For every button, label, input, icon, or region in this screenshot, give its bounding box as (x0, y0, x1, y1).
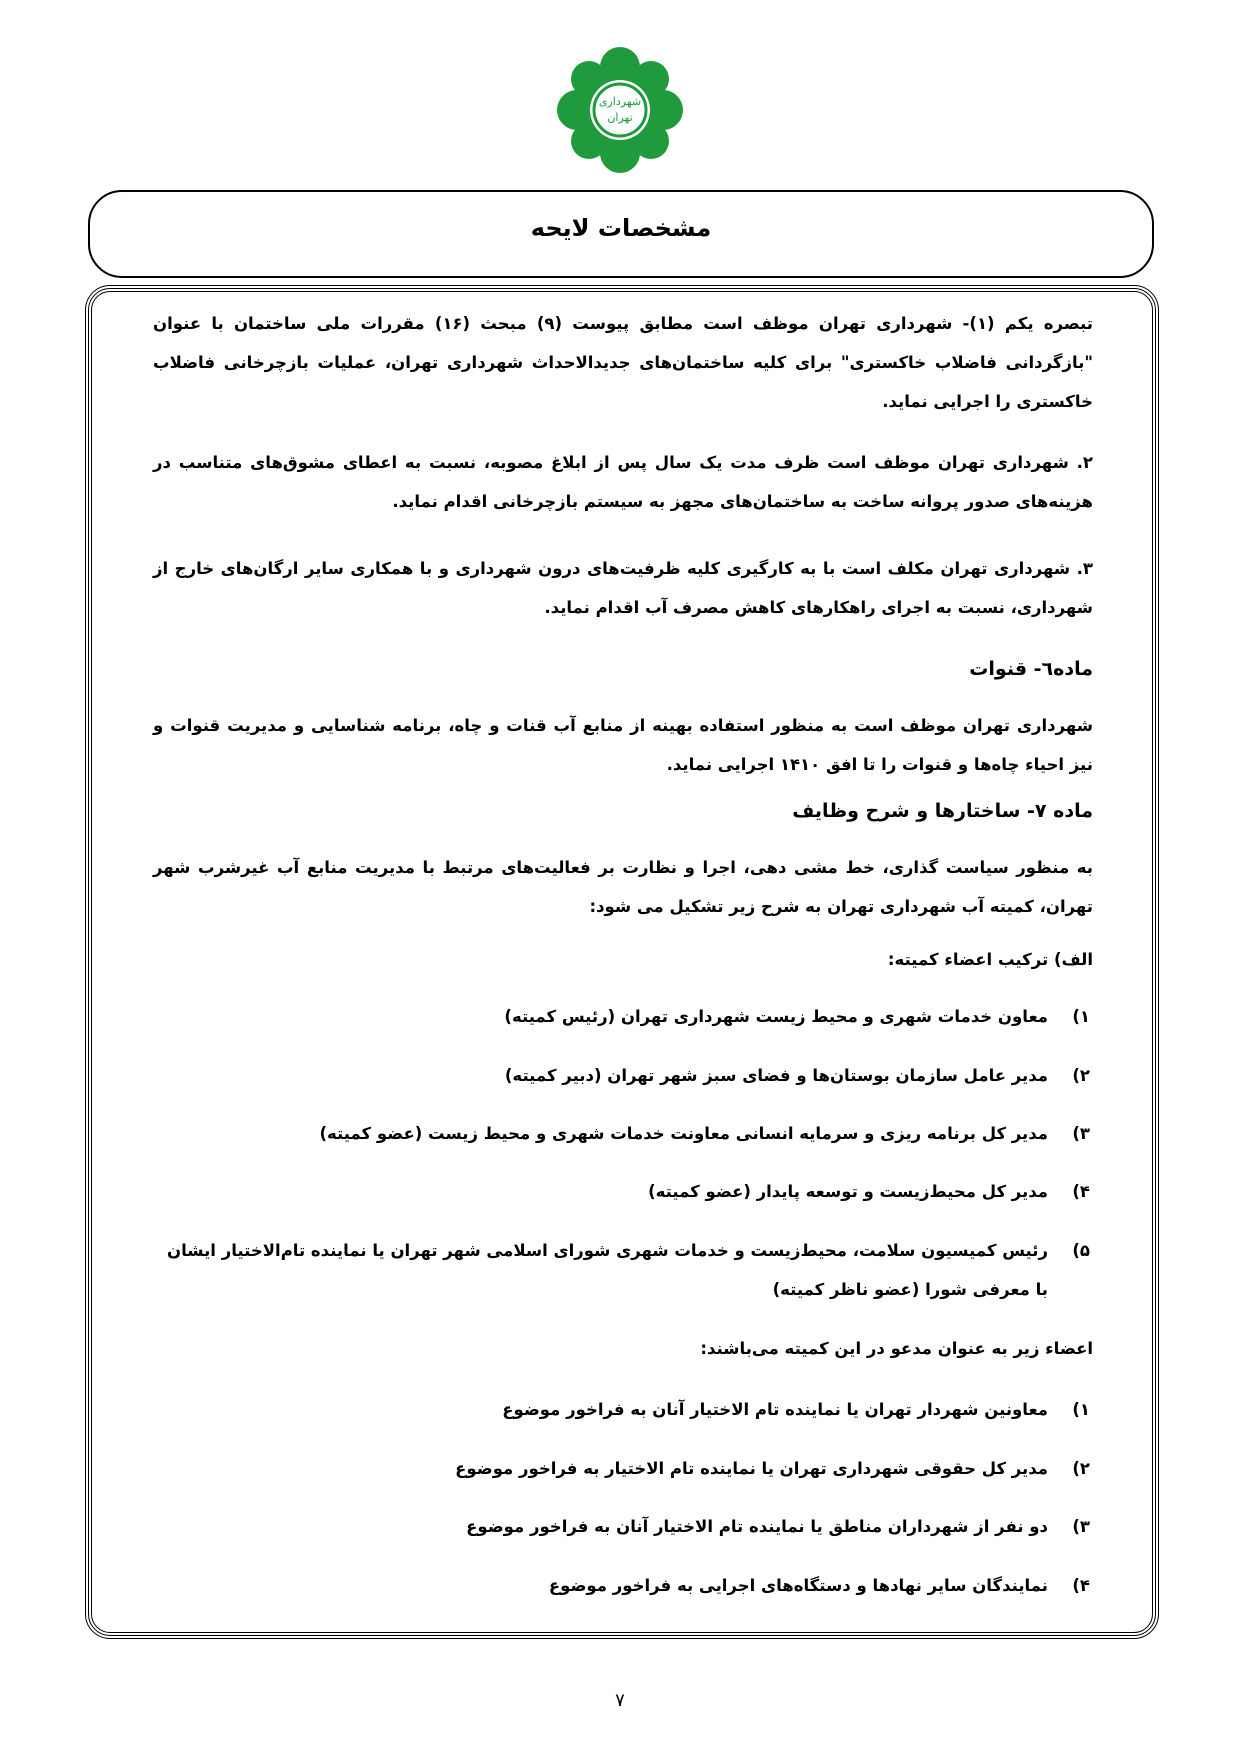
item-number: ۳) (1072, 1517, 1090, 1536)
invitees-intro: اعضاء زیر به عنوان مدعو در این کمیته می‌باشند: (700, 1339, 1093, 1358)
item-number: ۲) (1072, 1459, 1090, 1478)
item-number: ۴) (1072, 1182, 1090, 1201)
item-text: مدیر کل برنامه ریزی و سرمایه انسانی معاونت خدمات شهری و محیط زیست (عضو کمیته) (319, 1124, 1048, 1143)
item-number: ۴) (1072, 1576, 1090, 1595)
item-text: دو نفر از شهرداران مناطق یا نماینده تام الاختیار آنان به فراخور موضوع (466, 1517, 1048, 1536)
item-number: ۳) (1072, 1124, 1090, 1143)
item-text: معاونین شهردار تهران یا نماینده تام الاختیار آنان به فراخور موضوع (502, 1400, 1048, 1419)
article-7-heading: ماده ۷- ساختارها و شرح وظایف (792, 800, 1093, 822)
note-1-paragraph: تبصره یکم (۱)- شهرداری تهران موظف است مطابق پیوست (۹) مبحث (۱۶) مقررات ملی ساختمان با عنوان "بازگردانی فاضلاب خاکستری" برای کلیه ساختمان‌های جدیدالاحداث شهرداری تهران، عملیات بازچرخانی فاضلاب خاکستری را اجرایی نماید. (153, 314, 1093, 411)
item-text: رئیس کمیسیون سلامت، محیط‌زیست و خدمات شهری شورای اسلامی شهر تهران یا نماینده تام‌الاختیار ایشان با معرفی شورا (عضو ناظر کمیته) (167, 1241, 1048, 1299)
item-text: نمایندگان سایر نهادها و دستگاه‌های اجرایی به فراخور موضوع (548, 1576, 1048, 1595)
item-number: ۱) (1072, 1007, 1090, 1026)
item-number: ۲) (1072, 1066, 1090, 1085)
svg-text:تهران: تهران (607, 111, 633, 124)
invitee-item (150, 1449, 1090, 1488)
item-text: مدیر کل حقوقی شهرداری تهران یا نماینده تام الاختیار به فراخور موضوع (455, 1459, 1048, 1478)
page-number: ۷ (615, 1690, 625, 1711)
item-text: مدیر عامل سازمان بوستان‌ها و فضای سبز شهر تهران (دبیر کمیته) (504, 1066, 1048, 1085)
invitee-item (150, 1390, 1090, 1429)
committee-composition-label: الف) ترکیب اعضاء کمیته: (887, 950, 1093, 969)
article-6-heading: ماده٦- قنوات (969, 658, 1093, 680)
item-text: مدیر کل محیط‌زیست و توسعه پایدار (عضو کمیته) (648, 1182, 1048, 1201)
member-item (150, 997, 1090, 1036)
item-text: معاون خدمات شهری و محیط زیست شهرداری تهران (رئیس کمیته) (504, 1007, 1048, 1026)
member-item (150, 1172, 1090, 1211)
member-item (150, 1056, 1090, 1095)
svg-text:شهرداری: شهرداری (598, 95, 642, 108)
invitee-item (150, 1566, 1090, 1605)
tehran-municipality-logo (555, 45, 685, 175)
title-box (88, 190, 1154, 278)
article-7-paragraph: به منظور سیاست گذاری، خط مشی دهی، اجرا و نظارت بر فعالیت‌های مرتبط با مدیریت منابع آب غیرشرب شهر تهران، کمیته آب شهرداری تهران به شرح زیر تشکیل می شود: (153, 858, 1093, 916)
member-item (150, 1231, 1090, 1309)
clause-2-paragraph: ۲. شهرداری تهران موظف است ظرف مدت یک سال پس از ابلاغ مصوبه، نسبت به اعطای مشوق‌های متناسب در هزینه‌های صدور پروانه ساخت به ساختمان‌های مجهز به سیستم بازچرخانی اقدام نماید. (153, 453, 1093, 511)
item-number: ۱) (1072, 1400, 1090, 1419)
invitee-item (150, 1507, 1090, 1546)
page-title: مشخصات لایحه (530, 214, 712, 242)
member-item (150, 1114, 1090, 1153)
article-6-paragraph: شهرداری تهران موظف است به منظور استفاده بهینه از منابع آب قنات و چاه، برنامه شناسایی و مدیریت قنوات و نیز احیاء چاه‌ها و قنوات را تا افق ۱۴۱۰ اجرایی نماید. (153, 716, 1093, 774)
item-number: ۵) (1072, 1241, 1090, 1260)
clause-3-paragraph: ۳. شهرداری تهران مکلف است با به کارگیری کلیه ظرفیت‌های درون شهرداری و با همکاری سایر ارگان‌های خارج از شهرداری، نسبت به اجرای راهکارهای کاهش مصرف آب اقدام نماید. (153, 559, 1093, 617)
